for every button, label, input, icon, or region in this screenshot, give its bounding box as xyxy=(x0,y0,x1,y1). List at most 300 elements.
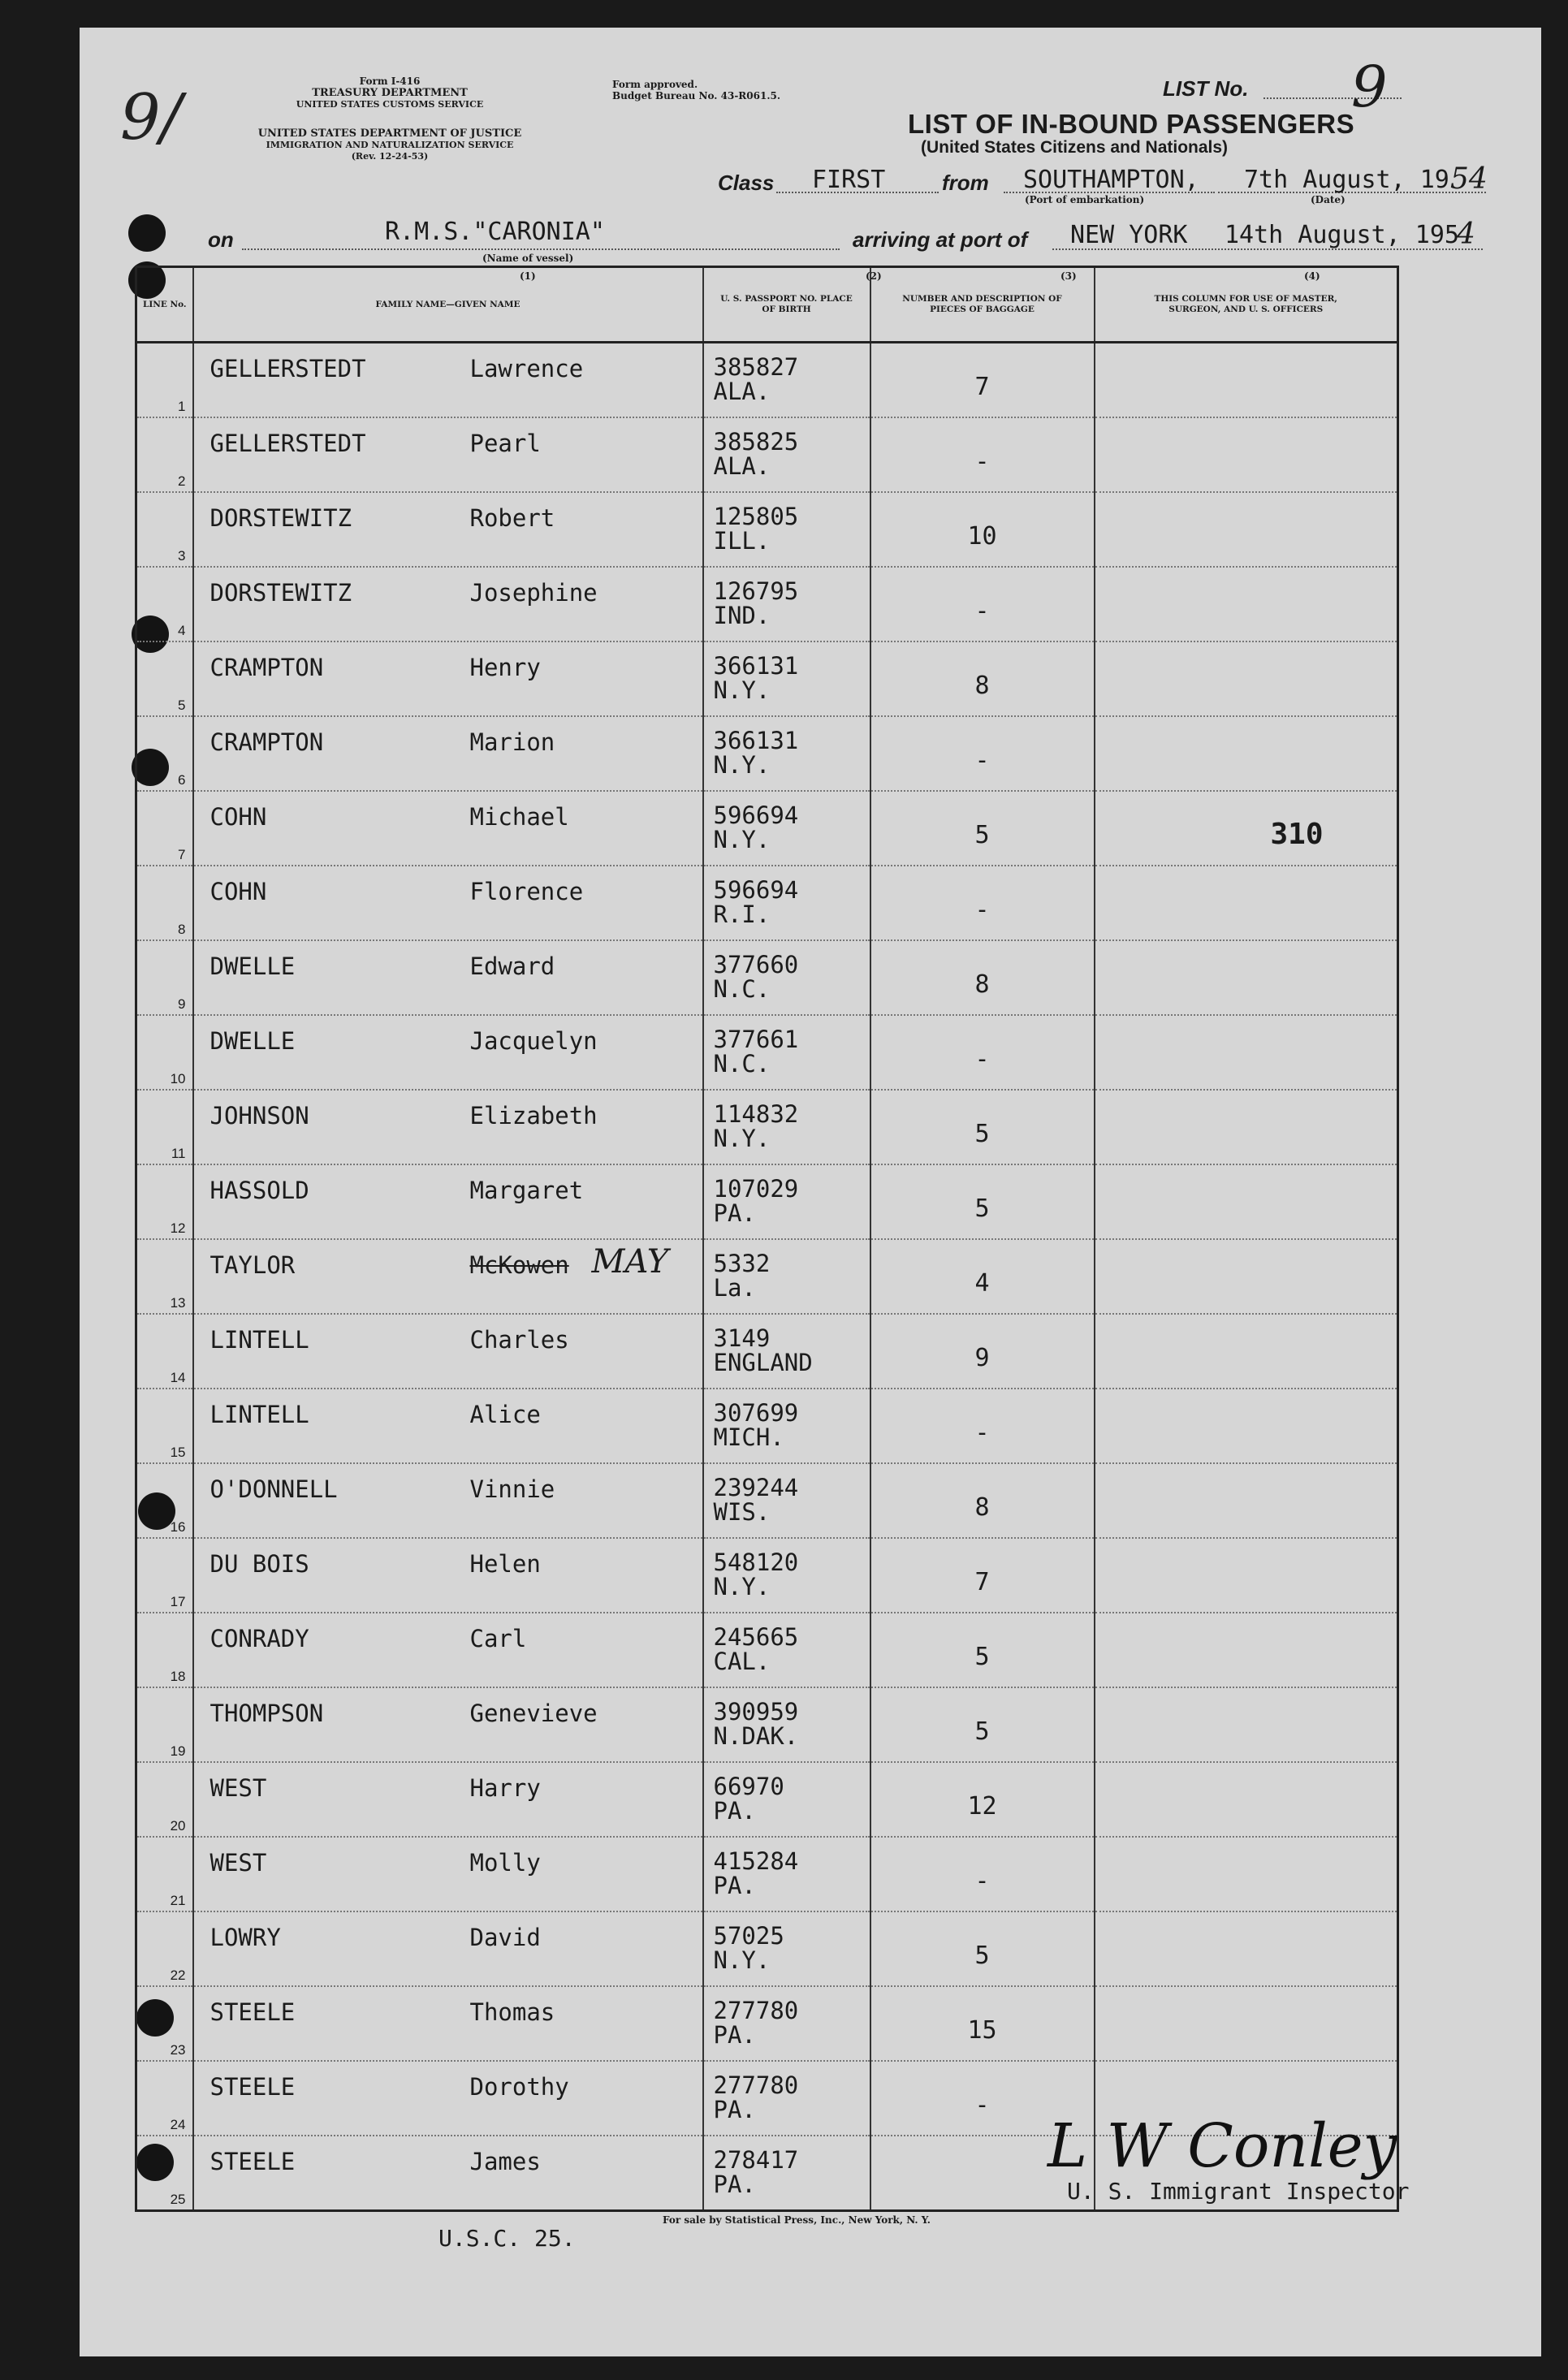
baggage-cell xyxy=(870,1762,1095,1837)
place-of-birth: N.Y. xyxy=(713,676,771,704)
given-name: Charles xyxy=(469,1326,569,1354)
place-of-birth: CAL. xyxy=(713,1648,771,1675)
family-name: WEST xyxy=(209,1849,267,1877)
name-cell xyxy=(193,1090,703,1164)
officers-cell xyxy=(1095,716,1398,791)
place-of-birth: La. xyxy=(713,1274,756,1302)
given-name: Marion xyxy=(469,728,555,756)
document-title: LIST OF IN-BOUND PASSENGERS xyxy=(908,109,1355,139)
header-name: FAMILY NAME—GIVEN NAME xyxy=(193,267,703,343)
given-name: Thomas xyxy=(469,1998,555,2026)
baggage-count: 5 xyxy=(974,1643,990,1671)
place-of-birth: N.C. xyxy=(713,975,771,1003)
passport-number: 366131 xyxy=(713,652,799,680)
name-cell xyxy=(193,791,703,866)
passport-cell xyxy=(703,1687,870,1762)
name-cell xyxy=(193,1837,703,1911)
name-cell xyxy=(193,1613,703,1687)
officers-cell xyxy=(1095,343,1398,418)
family-name: STEELE xyxy=(209,2148,296,2175)
vessel-name: R.M.S."CARONIA" xyxy=(385,218,605,246)
given-name: Genevieve xyxy=(469,1700,598,1727)
given-name: Helen xyxy=(469,1550,541,1578)
place-of-birth: N.DAK. xyxy=(713,1722,799,1750)
table-row xyxy=(136,1911,1398,1986)
given-name: Florence xyxy=(469,878,584,905)
officers-cell xyxy=(1095,567,1398,641)
line-cell xyxy=(136,641,193,716)
passport-cell xyxy=(703,1164,870,1239)
baggage-count: 5 xyxy=(974,821,990,849)
family-name: TAYLOR xyxy=(209,1251,296,1279)
baggage-count: 5 xyxy=(974,1194,990,1223)
line-cell xyxy=(136,1911,193,1986)
vessel-caption: (Name of vessel) xyxy=(482,253,574,264)
line-cell xyxy=(136,791,193,866)
table-row xyxy=(136,1837,1398,1911)
officer-note: 310 xyxy=(1270,818,1324,851)
passport-cell xyxy=(703,1389,870,1463)
passport-cell xyxy=(703,940,870,1015)
passport-number: 415284 xyxy=(713,1847,799,1875)
table-row xyxy=(136,641,1398,716)
baggage-cell xyxy=(870,1389,1095,1463)
table-row xyxy=(136,1538,1398,1613)
line-cell xyxy=(136,417,193,492)
passport-cell xyxy=(703,791,870,866)
line-cell xyxy=(136,866,193,940)
family-name: DU BOIS xyxy=(209,1550,309,1578)
passport-cell xyxy=(703,417,870,492)
given-name: Lawrence xyxy=(469,355,584,382)
line-number: 10 xyxy=(170,1071,186,1086)
passport-number: 377660 xyxy=(713,951,799,978)
name-cell xyxy=(193,1986,703,2061)
baggage-count: 7 xyxy=(974,373,990,401)
passport-cell xyxy=(703,1762,870,1837)
baggage-count: 5 xyxy=(974,1717,990,1746)
given-name: Alice xyxy=(469,1401,541,1428)
line-cell xyxy=(136,940,193,1015)
table-row xyxy=(136,492,1398,567)
passport-cell xyxy=(703,1090,870,1164)
family-name: CONRADY xyxy=(209,1625,309,1652)
baggage-cell xyxy=(870,1837,1095,1911)
passport-cell xyxy=(703,2136,870,2211)
header-officers: THIS COLUMN FOR USE OF MASTER, SURGEON, AND U. S. OFFICERS xyxy=(1095,267,1398,343)
line-cell xyxy=(136,567,193,641)
given-name: Elizabeth xyxy=(469,1102,598,1130)
line-number: 12 xyxy=(170,1220,186,1236)
officers-cell xyxy=(1095,1613,1398,1687)
officers-cell xyxy=(1095,940,1398,1015)
line-cell xyxy=(136,1687,193,1762)
place-of-birth: PA. xyxy=(713,1199,756,1227)
passport-cell xyxy=(703,1463,870,1538)
baggage-cell xyxy=(870,716,1095,791)
line-cell xyxy=(136,2061,193,2136)
place-of-birth: MICH. xyxy=(713,1423,784,1451)
family-name: DORSTEWITZ xyxy=(209,504,352,532)
line-cell xyxy=(136,1762,193,1837)
binder-hole xyxy=(128,214,166,252)
baggage-count: 4 xyxy=(974,1269,990,1298)
baggage-cell xyxy=(870,1090,1095,1164)
passport-cell xyxy=(703,1911,870,1986)
header-line-no: LINE No. xyxy=(136,267,193,343)
from-label: from xyxy=(942,171,989,195)
line-number: 24 xyxy=(170,2117,186,2132)
baggage-count: 8 xyxy=(974,672,990,700)
budget-bureau: Budget Bureau No. 43-R061.5. xyxy=(612,90,781,102)
baggage-count: - xyxy=(974,597,990,625)
baggage-count: - xyxy=(974,2091,990,2119)
place-of-birth: R.I. xyxy=(713,901,771,928)
table-row xyxy=(136,1613,1398,1687)
baggage-count: 5 xyxy=(974,1942,990,1970)
name-cell xyxy=(193,716,703,791)
family-name: COHN xyxy=(209,803,267,831)
table-row xyxy=(136,1314,1398,1389)
col-num-1: (1) xyxy=(520,270,536,282)
embarkation-caption: (Port of embarkation) xyxy=(1025,194,1145,205)
place-of-birth: PA. xyxy=(713,2171,756,2198)
header-passport: U. S. PASSPORT NO. PLACE OF BIRTH xyxy=(703,267,870,343)
form-approved: Form approved. xyxy=(612,79,698,90)
given-name: James xyxy=(469,2148,541,2175)
place-of-birth: ILL. xyxy=(713,527,771,555)
revision: (Rev. 12-24-53) xyxy=(351,151,429,162)
passport-number: 377661 xyxy=(713,1026,799,1053)
baggage-cell xyxy=(870,1613,1095,1687)
line-cell xyxy=(136,2136,193,2211)
place-of-birth: N.Y. xyxy=(713,1573,771,1600)
officers-cell xyxy=(1095,417,1398,492)
given-name: Edward xyxy=(469,952,555,980)
officers-cell xyxy=(1095,1538,1398,1613)
baggage-cell xyxy=(870,1463,1095,1538)
baggage-cell xyxy=(870,641,1095,716)
passenger-table xyxy=(135,266,1399,2212)
passport-number: 277780 xyxy=(713,2071,799,2099)
family-name: THOMPSON xyxy=(209,1700,324,1727)
passport-number: 596694 xyxy=(713,801,799,829)
line-number: 8 xyxy=(178,922,186,937)
given-name: Harry xyxy=(469,1774,541,1802)
family-name: GELLERSTEDT xyxy=(209,355,366,382)
passport-number: 366131 xyxy=(713,727,799,754)
passport-number: 278417 xyxy=(713,2146,799,2174)
printer-credit: For sale by Statistical Press, Inc., New York, N. Y. xyxy=(663,2214,931,2226)
line-number: 11 xyxy=(171,1146,186,1161)
passport-cell xyxy=(703,1837,870,1911)
officers-cell xyxy=(1095,1239,1398,1314)
table-row xyxy=(136,1463,1398,1538)
baggage-count: 8 xyxy=(974,970,990,999)
arriving-label: arriving at port of xyxy=(853,227,1028,252)
place-of-birth: ALA. xyxy=(713,378,771,405)
line-number: 7 xyxy=(178,847,186,862)
family-name: LINTELL xyxy=(209,1401,309,1428)
name-cell xyxy=(193,1687,703,1762)
table-row xyxy=(136,1090,1398,1164)
line-cell xyxy=(136,1164,193,1239)
baggage-cell xyxy=(870,866,1095,940)
passport-cell xyxy=(703,641,870,716)
officers-cell xyxy=(1095,1463,1398,1538)
passport-number: 239244 xyxy=(713,1474,799,1501)
line-number: 13 xyxy=(170,1295,186,1311)
given-name: McKowen xyxy=(469,1251,569,1279)
line-cell xyxy=(136,1986,193,2061)
line-number: 22 xyxy=(170,1967,186,1983)
inspector-title: U. S. Immigrant Inspector xyxy=(1067,2178,1410,2205)
family-name: DWELLE xyxy=(209,1027,296,1055)
name-cell xyxy=(193,1762,703,1837)
officers-cell xyxy=(1095,492,1398,567)
line-cell xyxy=(136,1389,193,1463)
table-header-row xyxy=(136,267,1398,343)
place-of-birth: N.C. xyxy=(713,1050,771,1078)
class-value: FIRST xyxy=(812,166,886,194)
passport-cell xyxy=(703,1314,870,1389)
line-number: 15 xyxy=(170,1445,186,1460)
family-name: GELLERSTEDT xyxy=(209,430,366,457)
passport-cell xyxy=(703,1538,870,1613)
line-cell xyxy=(136,1239,193,1314)
place-of-birth: PA. xyxy=(713,2096,756,2123)
line-number: 20 xyxy=(170,1818,186,1834)
passport-cell xyxy=(703,1015,870,1090)
baggage-count: - xyxy=(974,746,990,775)
line-cell xyxy=(136,1538,193,1613)
officers-cell xyxy=(1095,1314,1398,1389)
line-number: 23 xyxy=(170,2042,186,2058)
passport-cell xyxy=(703,567,870,641)
line-cell xyxy=(136,1314,193,1389)
officers-cell xyxy=(1095,1090,1398,1164)
line-cell xyxy=(136,1463,193,1538)
table-row xyxy=(136,1164,1398,1239)
passport-cell xyxy=(703,2061,870,2136)
arrival-date: 14th August, 195 xyxy=(1225,221,1459,249)
dept-treasury: TREASURY DEPARTMENT xyxy=(312,87,468,99)
baggage-cell xyxy=(870,1314,1095,1389)
family-name: STEELE xyxy=(209,2073,296,2101)
header-baggage: NUMBER AND DESCRIPTION OF PIECES OF BAGGAGE xyxy=(870,267,1095,343)
place-of-birth: PA. xyxy=(713,1872,756,1899)
passport-number: 57025 xyxy=(713,1922,784,1950)
place-of-birth: N.Y. xyxy=(713,826,771,853)
place-of-birth: N.Y. xyxy=(713,1125,771,1152)
baggage-cell xyxy=(870,343,1095,418)
officers-cell xyxy=(1095,1911,1398,1986)
name-cell xyxy=(193,1314,703,1389)
dept-justice: UNITED STATES DEPARTMENT OF JUSTICE xyxy=(257,127,522,140)
baggage-cell xyxy=(870,1164,1095,1239)
dept-justice-sub: IMMIGRATION AND NATURALIZATION SERVICE xyxy=(266,140,514,150)
officers-cell xyxy=(1095,1687,1398,1762)
family-name: CRAMPTON xyxy=(209,654,324,681)
place-of-birth: N.Y. xyxy=(713,1946,771,1974)
given-name: Dorothy xyxy=(469,2073,569,2101)
list-number: 9 xyxy=(1351,54,1388,120)
passport-number: 596694 xyxy=(713,876,799,904)
usc-code: U.S.C. 25. xyxy=(438,2225,576,2252)
name-cell xyxy=(193,1463,703,1538)
family-name: JOHNSON xyxy=(209,1102,309,1130)
name-cell xyxy=(193,1164,703,1239)
arrival-year: 4 xyxy=(1457,218,1475,251)
baggage-cell xyxy=(870,1687,1095,1762)
document-subtitle: (United States Citizens and Nationals) xyxy=(921,138,1229,157)
name-cell xyxy=(193,1911,703,1986)
place-of-birth: ALA. xyxy=(713,452,771,480)
line-number: 21 xyxy=(170,1893,186,1908)
family-name: STEELE xyxy=(209,1998,296,2026)
baggage-count: 8 xyxy=(974,1493,990,1522)
baggage-count: 10 xyxy=(967,522,997,551)
table-row xyxy=(136,940,1398,1015)
table-row xyxy=(136,1239,1398,1314)
name-cell xyxy=(193,2136,703,2211)
family-name: WEST xyxy=(209,1774,267,1802)
family-name: HASSOLD xyxy=(209,1177,309,1204)
officers-cell xyxy=(1095,1837,1398,1911)
embarkation-date: 7th August, 19 xyxy=(1244,166,1449,194)
col-num-3: (3) xyxy=(1060,270,1077,282)
baggage-cell xyxy=(870,791,1095,866)
baggage-count: 7 xyxy=(974,1568,990,1596)
baggage-count: - xyxy=(974,896,990,924)
table-row xyxy=(136,1986,1398,2061)
passport-number: 125805 xyxy=(713,503,799,530)
passport-number: 107029 xyxy=(713,1175,799,1203)
family-name: DORSTEWITZ xyxy=(209,579,352,607)
given-name: Molly xyxy=(469,1849,541,1877)
name-cell xyxy=(193,567,703,641)
given-name: Josephine xyxy=(469,579,598,607)
inspector-signature: L W Conley xyxy=(1047,2111,1397,2181)
passport-number: 114832 xyxy=(713,1100,799,1128)
col-num-4: (4) xyxy=(1304,270,1320,282)
table-row xyxy=(136,567,1398,641)
given-name: Vinnie xyxy=(469,1475,555,1503)
family-name: CRAMPTON xyxy=(209,728,324,756)
passport-number: 66970 xyxy=(713,1773,784,1800)
given-name: Michael xyxy=(469,803,569,831)
baggage-cell xyxy=(870,417,1095,492)
line-cell xyxy=(136,1090,193,1164)
passport-number: 3149 xyxy=(713,1324,771,1352)
line-number: 18 xyxy=(170,1669,186,1684)
baggage-cell xyxy=(870,940,1095,1015)
line-number: 5 xyxy=(178,698,186,713)
given-name: Margaret xyxy=(469,1177,584,1204)
officers-cell xyxy=(1095,1389,1398,1463)
passport-number: 277780 xyxy=(713,1997,799,2024)
passport-number: 390959 xyxy=(713,1698,799,1726)
line-cell xyxy=(136,343,193,418)
given-name: Carl xyxy=(469,1625,527,1652)
line-number: 17 xyxy=(170,1594,186,1609)
baggage-cell xyxy=(870,492,1095,567)
line-number: 16 xyxy=(170,1519,186,1535)
baggage-cell xyxy=(870,1239,1095,1314)
officers-cell xyxy=(1095,866,1398,940)
name-cell xyxy=(193,1389,703,1463)
given-name: Henry xyxy=(469,654,541,681)
list-label: LIST No. xyxy=(1163,76,1249,101)
baggage-count: 12 xyxy=(967,1792,997,1821)
baggage-count: 15 xyxy=(967,2016,997,2045)
table-row xyxy=(136,417,1398,492)
passport-number: 126795 xyxy=(713,577,799,605)
baggage-count: 9 xyxy=(974,1344,990,1372)
line-number: 25 xyxy=(170,2192,186,2207)
table-row xyxy=(136,1762,1398,1837)
table-row xyxy=(136,1015,1398,1090)
family-name: LOWRY xyxy=(209,1924,281,1951)
baggage-count: - xyxy=(974,1419,990,1447)
line-number: 3 xyxy=(178,548,186,564)
family-name: O'DONNELL xyxy=(209,1475,338,1503)
place-of-birth: N.Y. xyxy=(713,751,771,779)
given-name: Pearl xyxy=(469,430,541,457)
table-row xyxy=(136,716,1398,791)
officers-cell xyxy=(1095,791,1398,866)
baggage-cell xyxy=(870,1015,1095,1090)
col-num-2: (2) xyxy=(866,270,882,282)
line-cell xyxy=(136,1837,193,1911)
embarkation-port: SOUTHAMPTON, xyxy=(1023,166,1199,194)
date-caption: (Date) xyxy=(1311,194,1346,205)
family-name: COHN xyxy=(209,878,267,905)
line-number: 1 xyxy=(178,399,186,414)
baggage-count: - xyxy=(974,1045,990,1073)
line-number: 9 xyxy=(178,996,186,1012)
family-name: LINTELL xyxy=(209,1326,309,1354)
arrival-port: NEW YORK xyxy=(1070,221,1188,249)
officers-cell xyxy=(1095,1762,1398,1837)
officers-cell xyxy=(1095,1015,1398,1090)
table-row xyxy=(136,343,1398,418)
passport-cell xyxy=(703,492,870,567)
passport-cell xyxy=(703,1239,870,1314)
passport-number: 5332 xyxy=(713,1250,771,1277)
place-of-birth: IND. xyxy=(713,602,771,629)
given-name-correction: MAY xyxy=(591,1243,669,1281)
passport-number: 385825 xyxy=(713,428,799,456)
passport-cell xyxy=(703,1986,870,2061)
line-number: 19 xyxy=(170,1743,186,1759)
place-of-birth: WIS. xyxy=(713,1498,771,1526)
passport-cell xyxy=(703,1613,870,1687)
dept-treasury-sub: UNITED STATES CUSTOMS SERVICE xyxy=(296,99,484,110)
passport-number: 385827 xyxy=(713,353,799,381)
given-name: Robert xyxy=(469,504,555,532)
place-of-birth: PA. xyxy=(713,1797,756,1825)
passport-cell xyxy=(703,716,870,791)
given-name: Jacquelyn xyxy=(469,1027,598,1055)
officers-cell xyxy=(1095,1164,1398,1239)
table-row xyxy=(136,1687,1398,1762)
line-cell xyxy=(136,716,193,791)
passport-cell xyxy=(703,866,870,940)
on-label: on xyxy=(208,227,234,252)
line-cell xyxy=(136,492,193,567)
embarkation-year: 54 xyxy=(1450,162,1488,196)
